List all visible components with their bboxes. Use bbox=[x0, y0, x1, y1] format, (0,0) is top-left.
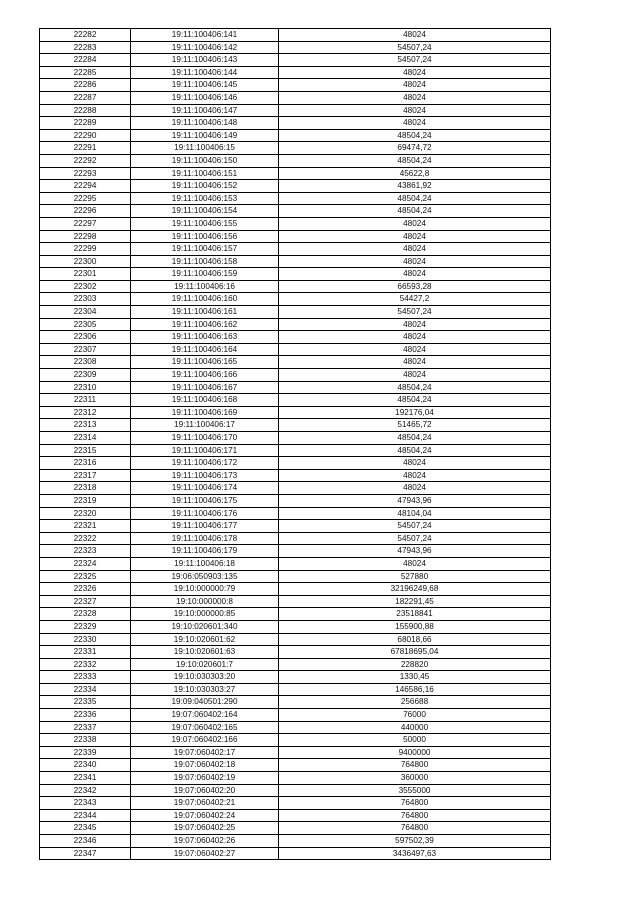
row-number-cell: 22297 bbox=[40, 217, 131, 230]
value-cell: 48504,24 bbox=[279, 192, 551, 205]
cadastral-number-cell: 19:11:100406:173 bbox=[131, 469, 279, 482]
value-cell: 76000 bbox=[279, 709, 551, 722]
cadastral-number-cell: 19:11:100406:151 bbox=[131, 167, 279, 180]
value-cell: 48024 bbox=[279, 117, 551, 130]
cadastral-number-cell: 19:11:100406:154 bbox=[131, 205, 279, 218]
row-number-cell: 22327 bbox=[40, 595, 131, 608]
row-number-cell: 22295 bbox=[40, 192, 131, 205]
value-cell: 54507,24 bbox=[279, 532, 551, 545]
cadastral-number-cell: 19:11:100406:169 bbox=[131, 406, 279, 419]
row-number-cell: 22343 bbox=[40, 797, 131, 810]
row-number-cell: 22344 bbox=[40, 809, 131, 822]
row-number-cell: 22289 bbox=[40, 117, 131, 130]
row-number-cell: 22301 bbox=[40, 268, 131, 281]
row-number-cell: 22285 bbox=[40, 66, 131, 79]
table-row bbox=[40, 482, 551, 495]
table-row bbox=[40, 847, 551, 860]
table-row bbox=[40, 822, 551, 835]
row-number-cell: 22316 bbox=[40, 457, 131, 470]
cadastral-number-cell: 19:06:050903:135 bbox=[131, 570, 279, 583]
cadastral-number-cell: 19:07:060402:20 bbox=[131, 784, 279, 797]
table-row bbox=[40, 557, 551, 570]
row-number-cell: 22319 bbox=[40, 494, 131, 507]
cadastral-number-cell: 19:11:100406:166 bbox=[131, 369, 279, 382]
row-number-cell: 22329 bbox=[40, 620, 131, 633]
table-row bbox=[40, 142, 551, 155]
row-number-cell: 22292 bbox=[40, 154, 131, 167]
table-row bbox=[40, 331, 551, 344]
row-number-cell: 22325 bbox=[40, 570, 131, 583]
table-row bbox=[40, 318, 551, 331]
table-row bbox=[40, 608, 551, 621]
row-number-cell: 22311 bbox=[40, 394, 131, 407]
table-row bbox=[40, 129, 551, 142]
cadastral-number-cell: 19:07:060402:21 bbox=[131, 797, 279, 810]
value-cell: 48504,24 bbox=[279, 129, 551, 142]
cadastral-number-cell: 19:11:100406:160 bbox=[131, 293, 279, 306]
table-row bbox=[40, 469, 551, 482]
table-row bbox=[40, 545, 551, 558]
value-cell: 48024 bbox=[279, 557, 551, 570]
value-cell: 48024 bbox=[279, 217, 551, 230]
value-cell: 440000 bbox=[279, 721, 551, 734]
table-row bbox=[40, 91, 551, 104]
value-cell: 48024 bbox=[279, 230, 551, 243]
cadastral-number-cell: 19:11:100406:174 bbox=[131, 482, 279, 495]
value-cell: 66593,28 bbox=[279, 280, 551, 293]
table-row bbox=[40, 79, 551, 92]
value-cell: 48024 bbox=[279, 243, 551, 256]
value-cell: 68018,66 bbox=[279, 633, 551, 646]
value-cell: 3555000 bbox=[279, 784, 551, 797]
cadastral-number-cell: 19:07:060402:164 bbox=[131, 709, 279, 722]
table-row bbox=[40, 54, 551, 67]
cadastral-number-cell: 19:11:100406:142 bbox=[131, 41, 279, 54]
row-number-cell: 22330 bbox=[40, 633, 131, 646]
row-number-cell: 22334 bbox=[40, 683, 131, 696]
table-row bbox=[40, 583, 551, 596]
cadastral-number-cell: 19:07:060402:165 bbox=[131, 721, 279, 734]
value-cell: 67818695,04 bbox=[279, 646, 551, 659]
row-number-cell: 22304 bbox=[40, 306, 131, 319]
table-row bbox=[40, 721, 551, 734]
cadastral-number-cell: 19:11:100406:176 bbox=[131, 507, 279, 520]
cadastral-number-cell: 19:07:060402:27 bbox=[131, 847, 279, 860]
cadastral-number-cell: 19:10:030303:20 bbox=[131, 671, 279, 684]
cadastral-number-cell: 19:11:100406:161 bbox=[131, 306, 279, 319]
cadastral-number-cell: 19:11:100406:162 bbox=[131, 318, 279, 331]
cadastral-number-cell: 19:10:000000:85 bbox=[131, 608, 279, 621]
row-number-cell: 22307 bbox=[40, 343, 131, 356]
cadastral-number-cell: 19:11:100406:15 bbox=[131, 142, 279, 155]
value-cell: 48024 bbox=[279, 469, 551, 482]
value-cell: 69474,72 bbox=[279, 142, 551, 155]
cadastral-number-cell: 19:11:100406:18 bbox=[131, 557, 279, 570]
row-number-cell: 22309 bbox=[40, 369, 131, 382]
value-cell: 48024 bbox=[279, 343, 551, 356]
value-cell: 48024 bbox=[279, 318, 551, 331]
cadastral-number-cell: 19:10:020601:63 bbox=[131, 646, 279, 659]
cadastral-number-cell: 19:11:100406:157 bbox=[131, 243, 279, 256]
table-row bbox=[40, 419, 551, 432]
table-row bbox=[40, 268, 551, 281]
cadastral-number-cell: 19:11:100406:155 bbox=[131, 217, 279, 230]
cadastral-number-cell: 19:11:100406:145 bbox=[131, 79, 279, 92]
cadastral-number-cell: 19:11:100406:171 bbox=[131, 444, 279, 457]
value-cell: 48504,24 bbox=[279, 154, 551, 167]
table-row bbox=[40, 494, 551, 507]
value-cell: 48024 bbox=[279, 91, 551, 104]
row-number-cell: 22290 bbox=[40, 129, 131, 142]
row-number-cell: 22312 bbox=[40, 406, 131, 419]
table-row bbox=[40, 570, 551, 583]
value-cell: 182291,45 bbox=[279, 595, 551, 608]
value-cell: 51465,72 bbox=[279, 419, 551, 432]
table-row bbox=[40, 734, 551, 747]
value-cell: 48024 bbox=[279, 255, 551, 268]
table-row bbox=[40, 217, 551, 230]
row-number-cell: 22346 bbox=[40, 835, 131, 848]
table-row bbox=[40, 784, 551, 797]
cadastral-number-cell: 19:07:060402:18 bbox=[131, 759, 279, 772]
row-number-cell: 22338 bbox=[40, 734, 131, 747]
table-row bbox=[40, 507, 551, 520]
row-number-cell: 22347 bbox=[40, 847, 131, 860]
cadastral-number-cell: 19:11:100406:144 bbox=[131, 66, 279, 79]
row-number-cell: 22324 bbox=[40, 557, 131, 570]
table-row bbox=[40, 759, 551, 772]
row-number-cell: 22328 bbox=[40, 608, 131, 621]
row-number-cell: 22314 bbox=[40, 432, 131, 445]
row-number-cell: 22321 bbox=[40, 520, 131, 533]
table-body bbox=[40, 29, 551, 860]
value-cell: 48504,24 bbox=[279, 381, 551, 394]
document-page bbox=[39, 28, 550, 860]
row-number-cell: 22293 bbox=[40, 167, 131, 180]
row-number-cell: 22306 bbox=[40, 331, 131, 344]
value-cell: 48024 bbox=[279, 331, 551, 344]
cadastral-number-cell: 19:11:100406:149 bbox=[131, 129, 279, 142]
cadastral-number-cell: 19:11:100406:148 bbox=[131, 117, 279, 130]
row-number-cell: 22333 bbox=[40, 671, 131, 684]
cadastral-number-cell: 19:07:060402:19 bbox=[131, 772, 279, 785]
table-row bbox=[40, 192, 551, 205]
cadastral-number-cell: 19:10:000000:79 bbox=[131, 583, 279, 596]
table-row bbox=[40, 620, 551, 633]
row-number-cell: 22287 bbox=[40, 91, 131, 104]
value-cell: 48504,24 bbox=[279, 444, 551, 457]
cadastral-number-cell: 19:11:100406:165 bbox=[131, 356, 279, 369]
table-row bbox=[40, 683, 551, 696]
table-row bbox=[40, 394, 551, 407]
table-row bbox=[40, 444, 551, 457]
cadastral-number-cell: 19:11:100406:163 bbox=[131, 331, 279, 344]
value-cell: 764800 bbox=[279, 759, 551, 772]
value-cell: 43861,92 bbox=[279, 180, 551, 193]
value-cell: 360000 bbox=[279, 772, 551, 785]
cadastral-number-cell: 19:07:060402:24 bbox=[131, 809, 279, 822]
value-cell: 192176,04 bbox=[279, 406, 551, 419]
value-cell: 48024 bbox=[279, 482, 551, 495]
value-cell: 48024 bbox=[279, 457, 551, 470]
table-row bbox=[40, 696, 551, 709]
cadastral-number-cell: 19:11:100406:172 bbox=[131, 457, 279, 470]
table-row bbox=[40, 356, 551, 369]
value-cell: 45622,8 bbox=[279, 167, 551, 180]
cadastral-number-cell: 19:07:060402:166 bbox=[131, 734, 279, 747]
cadastral-number-cell: 19:10:030303:27 bbox=[131, 683, 279, 696]
cadastral-number-cell: 19:11:100406:164 bbox=[131, 343, 279, 356]
table-row bbox=[40, 280, 551, 293]
cadastral-number-cell: 19:07:060402:17 bbox=[131, 746, 279, 759]
cadastral-number-cell: 19:07:060402:26 bbox=[131, 835, 279, 848]
row-number-cell: 22336 bbox=[40, 709, 131, 722]
value-cell: 597502,39 bbox=[279, 835, 551, 848]
value-cell: 48504,24 bbox=[279, 205, 551, 218]
table-row bbox=[40, 646, 551, 659]
table-row bbox=[40, 343, 551, 356]
row-number-cell: 22335 bbox=[40, 696, 131, 709]
table-row bbox=[40, 104, 551, 117]
cadastral-number-cell: 19:11:100406:168 bbox=[131, 394, 279, 407]
row-number-cell: 22283 bbox=[40, 41, 131, 54]
table-row bbox=[40, 255, 551, 268]
table-row bbox=[40, 117, 551, 130]
value-cell: 54507,24 bbox=[279, 306, 551, 319]
value-cell: 48024 bbox=[279, 104, 551, 117]
row-number-cell: 22286 bbox=[40, 79, 131, 92]
row-number-cell: 22320 bbox=[40, 507, 131, 520]
value-cell: 54427,2 bbox=[279, 293, 551, 306]
value-cell: 48504,24 bbox=[279, 394, 551, 407]
row-number-cell: 22326 bbox=[40, 583, 131, 596]
table-row bbox=[40, 809, 551, 822]
cadastral-number-cell: 19:10:020601:7 bbox=[131, 658, 279, 671]
cadastral-number-cell: 19:10:020601:62 bbox=[131, 633, 279, 646]
value-cell: 228820 bbox=[279, 658, 551, 671]
cadastral-number-cell: 19:11:100406:175 bbox=[131, 494, 279, 507]
cadastral-number-cell: 19:11:100406:153 bbox=[131, 192, 279, 205]
row-number-cell: 22322 bbox=[40, 532, 131, 545]
table-row bbox=[40, 532, 551, 545]
row-number-cell: 22340 bbox=[40, 759, 131, 772]
cadastral-number-cell: 19:10:020601:340 bbox=[131, 620, 279, 633]
value-cell: 48024 bbox=[279, 29, 551, 42]
data-table bbox=[39, 28, 551, 860]
cadastral-number-cell: 19:11:100406:158 bbox=[131, 255, 279, 268]
row-number-cell: 22337 bbox=[40, 721, 131, 734]
row-number-cell: 22318 bbox=[40, 482, 131, 495]
row-number-cell: 22308 bbox=[40, 356, 131, 369]
cadastral-number-cell: 19:09:040501:290 bbox=[131, 696, 279, 709]
value-cell: 32196249,68 bbox=[279, 583, 551, 596]
row-number-cell: 22299 bbox=[40, 243, 131, 256]
value-cell: 48024 bbox=[279, 369, 551, 382]
table-row bbox=[40, 746, 551, 759]
cadastral-number-cell: 19:11:100406:150 bbox=[131, 154, 279, 167]
row-number-cell: 22296 bbox=[40, 205, 131, 218]
table-row bbox=[40, 457, 551, 470]
value-cell: 155900,88 bbox=[279, 620, 551, 633]
table-row bbox=[40, 633, 551, 646]
cadastral-number-cell: 19:11:100406:159 bbox=[131, 268, 279, 281]
table-row bbox=[40, 671, 551, 684]
value-cell: 256688 bbox=[279, 696, 551, 709]
table-row bbox=[40, 406, 551, 419]
cadastral-number-cell: 19:11:100406:143 bbox=[131, 54, 279, 67]
value-cell: 48024 bbox=[279, 66, 551, 79]
row-number-cell: 22298 bbox=[40, 230, 131, 243]
value-cell: 48024 bbox=[279, 79, 551, 92]
value-cell: 48104,04 bbox=[279, 507, 551, 520]
row-number-cell: 22300 bbox=[40, 255, 131, 268]
row-number-cell: 22288 bbox=[40, 104, 131, 117]
row-number-cell: 22282 bbox=[40, 29, 131, 42]
value-cell: 146586,16 bbox=[279, 683, 551, 696]
table-row bbox=[40, 180, 551, 193]
row-number-cell: 22345 bbox=[40, 822, 131, 835]
table-row bbox=[40, 709, 551, 722]
value-cell: 48504,24 bbox=[279, 432, 551, 445]
cadastral-number-cell: 19:11:100406:179 bbox=[131, 545, 279, 558]
table-row bbox=[40, 66, 551, 79]
value-cell: 764800 bbox=[279, 822, 551, 835]
table-row bbox=[40, 595, 551, 608]
cadastral-number-cell: 19:11:100406:156 bbox=[131, 230, 279, 243]
cadastral-number-cell: 19:11:100406:141 bbox=[131, 29, 279, 42]
value-cell: 47943,96 bbox=[279, 494, 551, 507]
row-number-cell: 22310 bbox=[40, 381, 131, 394]
row-number-cell: 22323 bbox=[40, 545, 131, 558]
table-row bbox=[40, 41, 551, 54]
value-cell: 47943,96 bbox=[279, 545, 551, 558]
cadastral-number-cell: 19:07:060402:25 bbox=[131, 822, 279, 835]
table-row bbox=[40, 154, 551, 167]
value-cell: 23518841 bbox=[279, 608, 551, 621]
table-row bbox=[40, 29, 551, 42]
table-row bbox=[40, 658, 551, 671]
value-cell: 9400000 bbox=[279, 746, 551, 759]
value-cell: 764800 bbox=[279, 797, 551, 810]
row-number-cell: 22331 bbox=[40, 646, 131, 659]
row-number-cell: 22315 bbox=[40, 444, 131, 457]
row-number-cell: 22317 bbox=[40, 469, 131, 482]
row-number-cell: 22294 bbox=[40, 180, 131, 193]
table-row bbox=[40, 369, 551, 382]
value-cell: 527880 bbox=[279, 570, 551, 583]
value-cell: 3436497,63 bbox=[279, 847, 551, 860]
row-number-cell: 22303 bbox=[40, 293, 131, 306]
row-number-cell: 22291 bbox=[40, 142, 131, 155]
value-cell: 764800 bbox=[279, 809, 551, 822]
table-row bbox=[40, 293, 551, 306]
table-row bbox=[40, 432, 551, 445]
cadastral-number-cell: 19:11:100406:17 bbox=[131, 419, 279, 432]
cadastral-number-cell: 19:11:100406:167 bbox=[131, 381, 279, 394]
table-row bbox=[40, 230, 551, 243]
table-row bbox=[40, 797, 551, 810]
cadastral-number-cell: 19:11:100406:178 bbox=[131, 532, 279, 545]
value-cell: 54507,24 bbox=[279, 520, 551, 533]
value-cell: 48024 bbox=[279, 268, 551, 281]
cadastral-number-cell: 19:11:100406:146 bbox=[131, 91, 279, 104]
table-row bbox=[40, 520, 551, 533]
table-row bbox=[40, 381, 551, 394]
cadastral-number-cell: 19:11:100406:16 bbox=[131, 280, 279, 293]
row-number-cell: 22342 bbox=[40, 784, 131, 797]
table-row bbox=[40, 772, 551, 785]
row-number-cell: 22339 bbox=[40, 746, 131, 759]
row-number-cell: 22302 bbox=[40, 280, 131, 293]
value-cell: 1330,45 bbox=[279, 671, 551, 684]
value-cell: 48024 bbox=[279, 356, 551, 369]
row-number-cell: 22313 bbox=[40, 419, 131, 432]
row-number-cell: 22284 bbox=[40, 54, 131, 67]
cadastral-number-cell: 19:11:100406:170 bbox=[131, 432, 279, 445]
table-row bbox=[40, 306, 551, 319]
value-cell: 50000 bbox=[279, 734, 551, 747]
cadastral-number-cell: 19:11:100406:147 bbox=[131, 104, 279, 117]
table-row bbox=[40, 835, 551, 848]
table-row bbox=[40, 243, 551, 256]
cadastral-number-cell: 19:10:000000:8 bbox=[131, 595, 279, 608]
value-cell: 54507,24 bbox=[279, 41, 551, 54]
row-number-cell: 22332 bbox=[40, 658, 131, 671]
table-row bbox=[40, 167, 551, 180]
row-number-cell: 22341 bbox=[40, 772, 131, 785]
value-cell: 54507,24 bbox=[279, 54, 551, 67]
table-row bbox=[40, 205, 551, 218]
cadastral-number-cell: 19:11:100406:152 bbox=[131, 180, 279, 193]
cadastral-number-cell: 19:11:100406:177 bbox=[131, 520, 279, 533]
row-number-cell: 22305 bbox=[40, 318, 131, 331]
